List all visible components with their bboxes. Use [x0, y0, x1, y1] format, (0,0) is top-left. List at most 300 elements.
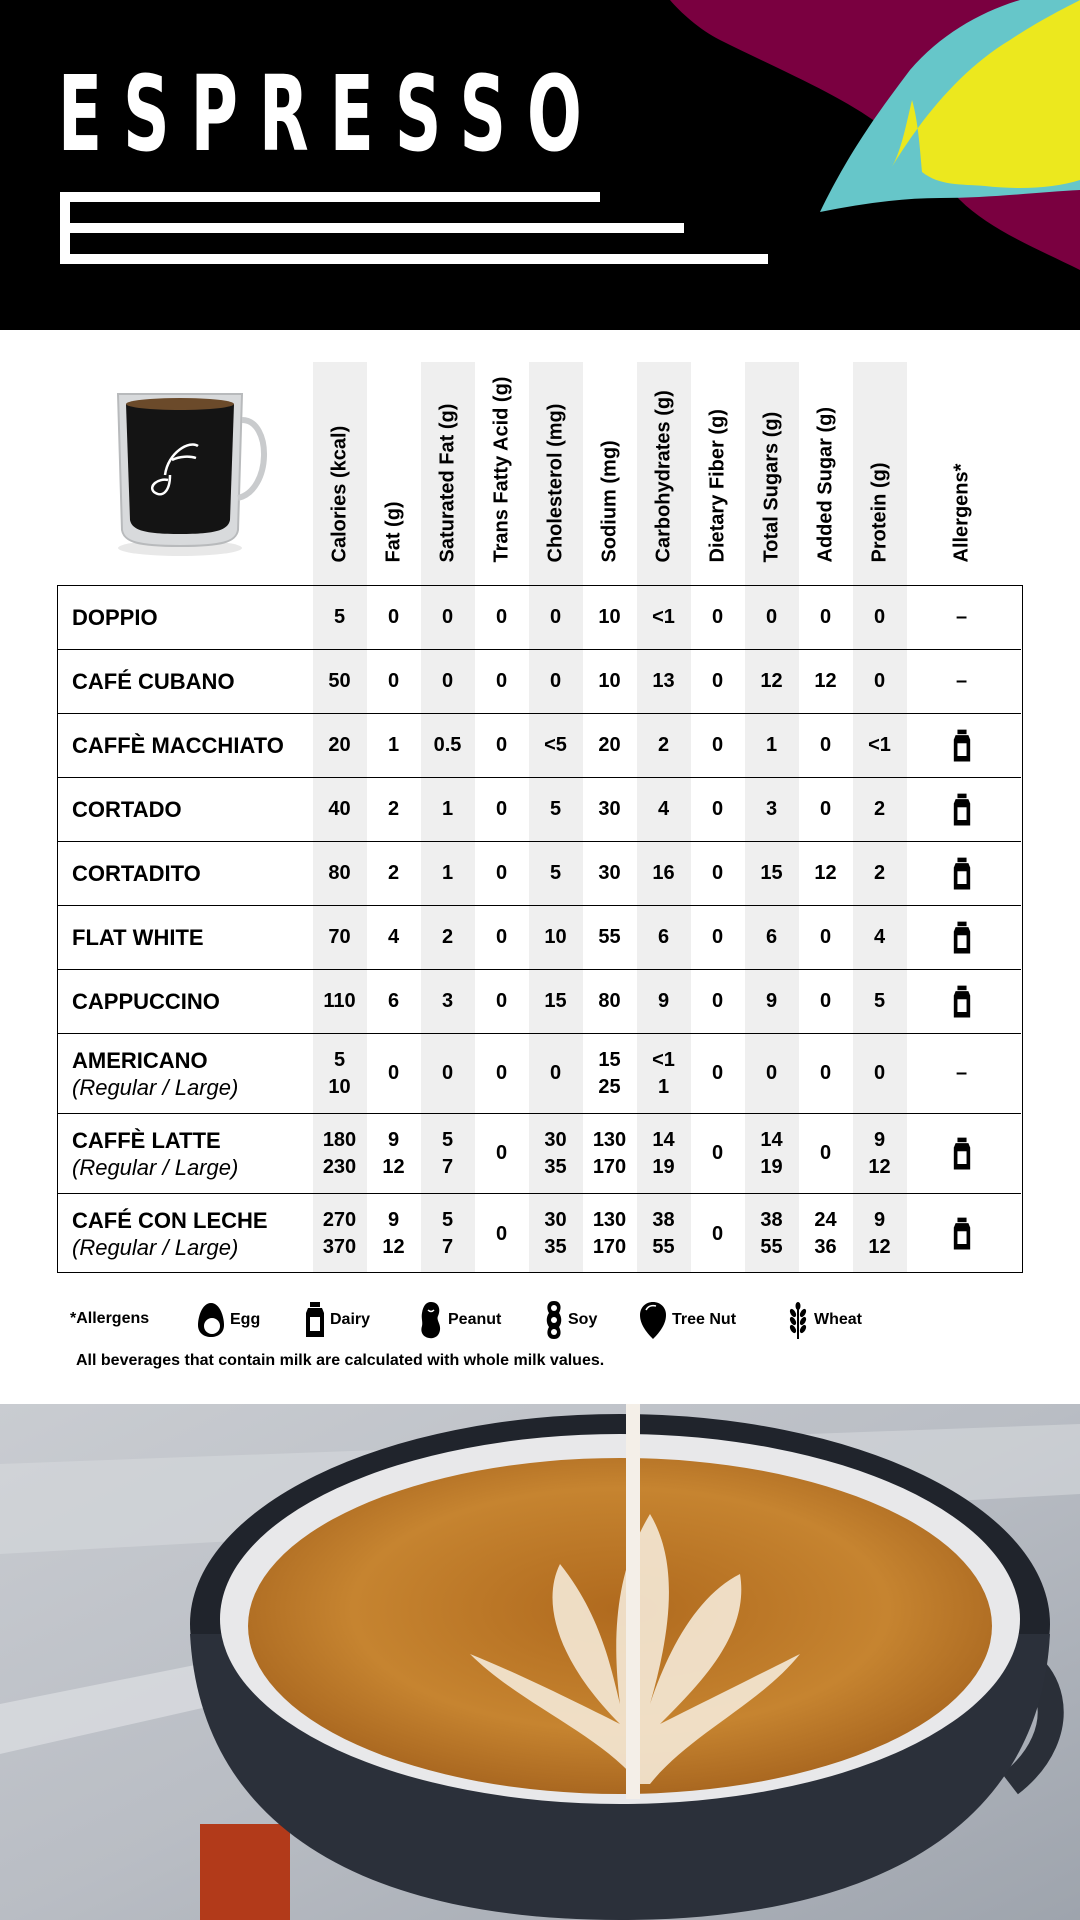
cell-sodium — [583, 1194, 637, 1274]
cell-value: 10 — [598, 670, 621, 692]
cell-protein — [853, 586, 907, 649]
cell-trans-fat — [475, 1034, 529, 1113]
cell-value: 70 — [328, 926, 351, 948]
cell-value: 38 — [652, 1209, 675, 1231]
cell-value: 9 — [873, 1209, 886, 1231]
cell-allergens — [935, 970, 989, 1033]
cell-allergens — [935, 778, 989, 841]
cell-protein — [853, 1114, 907, 1193]
cell-value: 0.5 — [433, 734, 462, 756]
cell-fat — [367, 970, 421, 1033]
table-row — [58, 650, 1021, 714]
cell-value: <1 — [652, 1048, 675, 1071]
cell-fat — [367, 1194, 421, 1274]
cell-value: 0 — [873, 670, 886, 692]
cell-value: 0 — [711, 926, 724, 948]
drink-name-label: CORTADITO — [72, 861, 201, 886]
cell-dietary-fiber — [691, 906, 745, 969]
table-row — [58, 778, 1021, 842]
cell-cholesterol — [529, 842, 583, 905]
cell-trans-fat — [475, 906, 529, 969]
cell-value: 0 — [819, 926, 832, 948]
cell-added-sugar — [799, 714, 853, 777]
column-header-calories: Calories (kcal) — [328, 425, 351, 563]
cell-value: 0 — [819, 1142, 832, 1164]
cell-value: 0 — [873, 606, 886, 628]
cell-total-sugars — [745, 1114, 799, 1193]
cell-value: 30 — [544, 1209, 567, 1231]
column-header-sodium: Sodium (mg) — [598, 440, 621, 563]
legend-item-tree-nut — [638, 1300, 736, 1340]
cell-dietary-fiber — [691, 1194, 745, 1274]
legend-label-peanut: Peanut — [448, 1311, 502, 1328]
peanut-icon — [418, 1300, 444, 1340]
cell-value: 9 — [387, 1128, 400, 1151]
cell-value: 4 — [873, 926, 886, 948]
cell-value: 10 — [598, 606, 621, 628]
dairy-bottle-icon — [952, 1216, 972, 1252]
cell-added-sugar — [799, 1194, 853, 1274]
legend-title: *Allergens — [70, 1310, 150, 1327]
cell-value: 0 — [495, 670, 508, 692]
column-header-total-sugars: Total Sugars (g) — [760, 411, 783, 563]
cell-value-large: 7 — [441, 1155, 454, 1178]
cell-value: 0 — [495, 862, 508, 884]
dairy-bottle-icon — [952, 984, 972, 1020]
cell-saturated-fat — [421, 714, 475, 777]
table-row — [58, 970, 1021, 1034]
cell-value: 30 — [598, 798, 621, 820]
allergen-legend — [70, 1300, 1030, 1340]
cell-value: 6 — [657, 926, 670, 948]
cell-allergens — [935, 906, 989, 969]
cell-value: 14 — [760, 1128, 783, 1151]
cell-sodium — [583, 650, 637, 713]
cell-value-large: 12 — [868, 1236, 891, 1258]
drink-name — [72, 1114, 238, 1193]
cell-saturated-fat — [421, 970, 475, 1033]
cell-value: 5 — [441, 1209, 454, 1231]
cell-fat — [367, 714, 421, 777]
cell-value: 0 — [819, 606, 832, 628]
header-rule-1 — [60, 192, 600, 202]
cell-value: 0 — [495, 606, 508, 628]
cell-saturated-fat — [421, 1114, 475, 1193]
cell-saturated-fat — [421, 906, 475, 969]
cell-value-large: 10 — [328, 1075, 351, 1098]
cell-calories — [313, 1114, 367, 1193]
cell-value: 80 — [328, 862, 351, 884]
cell-saturated-fat — [421, 650, 475, 713]
cell-value: 30 — [598, 862, 621, 884]
cell-dietary-fiber — [691, 778, 745, 841]
cell-value: 15 — [544, 990, 567, 1012]
cell-total-sugars — [745, 842, 799, 905]
cell-value: 110 — [323, 990, 356, 1012]
cell-value-large: 19 — [760, 1155, 783, 1178]
cell-value-large: 35 — [544, 1155, 567, 1178]
cell-value: 2 — [657, 734, 670, 756]
dairy-bottle-icon — [952, 728, 972, 764]
cell-value-large: 170 — [592, 1155, 627, 1178]
cell-value: 2 — [441, 926, 454, 948]
header-rule-3 — [60, 254, 768, 264]
cell-saturated-fat — [421, 1034, 475, 1113]
cell-allergens — [935, 842, 989, 905]
cell-trans-fat — [475, 842, 529, 905]
cell-value: 0 — [711, 1222, 724, 1245]
cell-value: 6 — [387, 990, 400, 1012]
cell-value: 2 — [387, 798, 400, 820]
cell-value: 2 — [873, 862, 886, 884]
cell-saturated-fat — [421, 586, 475, 649]
drink-name-label: CAFÉ CON LECHE — [72, 1208, 268, 1233]
drink-name-label: CAFÉ CUBANO — [72, 669, 235, 694]
cell-value: 14 — [652, 1128, 675, 1151]
nutrition-table — [57, 585, 1023, 1273]
cell-protein — [853, 650, 907, 713]
cell-value: 20 — [598, 734, 621, 756]
cell-sodium — [583, 586, 637, 649]
legend-label-tree-nut: Tree Nut — [672, 1311, 737, 1328]
cell-trans-fat — [475, 970, 529, 1033]
cell-value: 80 — [598, 990, 621, 1012]
drink-name — [72, 650, 235, 713]
table-row — [58, 586, 1021, 650]
table-row — [58, 1194, 1021, 1274]
table-row — [58, 1114, 1021, 1194]
cell-total-sugars — [745, 714, 799, 777]
cell-value: 0 — [765, 1062, 778, 1084]
cell-value: 2 — [873, 798, 886, 820]
cell-value-large: 12 — [382, 1236, 405, 1258]
cell-value: 10 — [544, 926, 567, 948]
drink-name — [72, 778, 182, 841]
table-row — [58, 842, 1021, 906]
latte-art-photo — [0, 1404, 1080, 1920]
cell-value: 0 — [711, 606, 724, 628]
cell-saturated-fat — [421, 778, 475, 841]
cell-value: 0 — [495, 1222, 508, 1245]
cell-protein — [853, 778, 907, 841]
dairy-bottle-icon — [952, 920, 972, 956]
cell-value: 5 — [549, 862, 562, 884]
cell-value: 9 — [873, 1128, 886, 1151]
dairy-bottle-icon — [952, 1136, 972, 1172]
drink-name-label: CAPPUCCINO — [72, 989, 220, 1014]
cell-value: 5 — [873, 990, 886, 1012]
cell-value: 0 — [819, 990, 832, 1012]
drink-name — [72, 586, 158, 649]
cell-allergens — [935, 586, 989, 649]
cell-value: 2 — [387, 862, 400, 884]
cell-added-sugar — [799, 778, 853, 841]
cell-cholesterol — [529, 1034, 583, 1113]
cell-value: 15 — [598, 1048, 621, 1071]
drink-size-note: (Regular / Large) — [72, 1074, 239, 1100]
header-rule-vertical — [60, 192, 70, 264]
cell-value: 9 — [657, 990, 670, 1012]
cell-value: 5 — [333, 606, 346, 628]
cell-value: 0 — [495, 798, 508, 820]
cell-value: 0 — [495, 1142, 508, 1164]
legend-label-soy: Soy — [568, 1311, 598, 1328]
cell-protein — [853, 1194, 907, 1274]
cell-value: 0 — [549, 670, 562, 692]
tree-nut-icon — [638, 1300, 668, 1340]
cell-protein — [853, 1034, 907, 1113]
cell-value: 0 — [387, 670, 400, 692]
table-row — [58, 714, 1021, 778]
cell-total-sugars — [745, 1194, 799, 1274]
cell-calories — [313, 586, 367, 649]
cell-trans-fat — [475, 1194, 529, 1274]
cell-total-sugars — [745, 970, 799, 1033]
legend-item-soy — [544, 1300, 597, 1340]
cell-calories — [313, 778, 367, 841]
cell-value-large: 55 — [652, 1236, 675, 1258]
drink-name — [72, 1034, 238, 1113]
cell-calories — [313, 1194, 367, 1274]
cell-carbohydrates — [637, 1034, 691, 1113]
cell-cholesterol — [529, 1194, 583, 1274]
cell-cholesterol — [529, 586, 583, 649]
cell-cholesterol — [529, 970, 583, 1033]
abstract-shapes-decoration — [660, 0, 1080, 330]
cell-allergens — [935, 650, 989, 713]
dairy-bottle-icon — [952, 792, 972, 828]
cell-trans-fat — [475, 1114, 529, 1193]
cell-value: 130 — [592, 1128, 627, 1151]
cell-value: 5 — [549, 798, 562, 820]
cell-dietary-fiber — [691, 1034, 745, 1113]
cell-value: 0 — [711, 734, 724, 756]
cell-value: <1 — [868, 734, 891, 756]
legend-item-dairy — [304, 1300, 370, 1340]
cell-calories — [313, 650, 367, 713]
cell-value: 5 — [441, 1128, 454, 1151]
cell-carbohydrates — [637, 970, 691, 1033]
cell-dietary-fiber — [691, 1114, 745, 1193]
cell-value: 1 — [441, 862, 454, 884]
cell-value: <5 — [544, 734, 567, 756]
cell-allergens — [935, 1194, 989, 1274]
cell-value: 3 — [765, 798, 778, 820]
cell-total-sugars — [745, 586, 799, 649]
cell-value: 55 — [598, 926, 621, 948]
column-header-protein: Protein (g) — [868, 462, 891, 563]
cell-sodium — [583, 970, 637, 1033]
cell-calories — [313, 714, 367, 777]
cell-value: 20 — [328, 734, 351, 756]
column-header-cholesterol: Cholesterol (mg) — [544, 403, 567, 563]
cell-value: 9 — [765, 990, 778, 1012]
cell-sodium — [583, 1114, 637, 1193]
drink-name-label: DOPPIO — [72, 605, 158, 630]
column-header-allergens: Allergens* — [950, 463, 973, 563]
cell-value: 0 — [549, 606, 562, 628]
cell-value: 0 — [711, 670, 724, 692]
cell-sodium — [583, 842, 637, 905]
cell-value-large: 1 — [657, 1075, 670, 1098]
cell-value-large: 370 — [322, 1236, 357, 1258]
drink-name-label: FLAT WHITE — [72, 925, 204, 950]
cell-value: 12 — [760, 670, 783, 692]
cell-value: 0 — [711, 990, 724, 1012]
drink-name — [72, 714, 284, 777]
whole-milk-note: All beverages that contain milk are calculated with whole milk values. — [76, 1352, 605, 1369]
cell-fat — [367, 1034, 421, 1113]
cell-dietary-fiber — [691, 650, 745, 713]
column-header-saturated-fat: Saturated Fat (g) — [436, 403, 459, 563]
cell-protein — [853, 842, 907, 905]
cell-fat — [367, 650, 421, 713]
cell-allergens — [935, 714, 989, 777]
cell-value: 180 — [322, 1128, 357, 1151]
cell-value: 0 — [549, 1062, 562, 1084]
cell-value: 0 — [819, 1062, 832, 1084]
cell-value: 0 — [765, 606, 778, 628]
legend-item-wheat — [786, 1300, 862, 1340]
drink-name — [72, 1194, 268, 1274]
egg-icon — [196, 1301, 226, 1339]
cell-added-sugar — [799, 1114, 853, 1193]
drink-name-label: CAFFÈ LATTE — [72, 1127, 221, 1153]
cell-calories — [313, 1034, 367, 1113]
cell-dietary-fiber — [691, 970, 745, 1033]
cell-value: 0 — [711, 1142, 724, 1164]
cell-value: 50 — [328, 670, 351, 692]
drink-name-label: CORTADO — [72, 797, 182, 822]
drink-name-label: CAFFÈ MACCHIATO — [72, 733, 284, 758]
cell-fat — [367, 906, 421, 969]
cell-value: 15 — [760, 862, 783, 884]
cell-sodium — [583, 778, 637, 841]
cell-carbohydrates — [637, 714, 691, 777]
cell-value: 0 — [819, 734, 832, 756]
column-header-dietary-fiber: Dietary Fiber (g) — [706, 409, 729, 563]
header-rule-2 — [60, 223, 684, 233]
cell-value: 40 — [328, 798, 351, 820]
cell-carbohydrates — [637, 1194, 691, 1274]
cell-value: 30 — [544, 1128, 567, 1151]
cell-value-large: 55 — [760, 1236, 783, 1258]
cell-protein — [853, 970, 907, 1033]
cell-dietary-fiber — [691, 714, 745, 777]
cell-carbohydrates — [637, 778, 691, 841]
cell-value: 270 — [322, 1209, 357, 1231]
legend-item-peanut — [418, 1300, 501, 1340]
espresso-mug-image — [110, 380, 280, 560]
cell-value-large: 35 — [544, 1236, 567, 1258]
cell-value: 0 — [495, 1062, 508, 1084]
legend-label-wheat: Wheat — [814, 1311, 862, 1328]
dairy-bottle-icon — [304, 1301, 326, 1339]
cell-value: 0 — [495, 990, 508, 1012]
cell-value: 6 — [765, 926, 778, 948]
cell-value-large: 12 — [868, 1155, 891, 1178]
cell-sodium — [583, 714, 637, 777]
cell-trans-fat — [475, 650, 529, 713]
cell-calories — [313, 970, 367, 1033]
cell-allergens — [935, 1114, 989, 1193]
cell-value-large: 36 — [814, 1236, 837, 1258]
drink-name-label: AMERICANO — [72, 1047, 208, 1073]
no-allergen-dash: – — [955, 606, 968, 628]
no-allergen-dash: – — [955, 670, 968, 692]
cell-value: 1 — [765, 734, 778, 756]
drink-size-note: (Regular / Large) — [72, 1235, 239, 1260]
cell-value: 9 — [387, 1209, 400, 1231]
dairy-bottle-icon — [952, 856, 972, 892]
cell-value: 130 — [592, 1209, 627, 1231]
no-allergen-dash: – — [955, 1062, 968, 1084]
column-header-carbohydrates: Carbohydrates (g) — [652, 390, 675, 563]
cell-value: 4 — [657, 798, 670, 820]
cell-value: 1 — [441, 798, 454, 820]
cell-carbohydrates — [637, 1114, 691, 1193]
cell-value: 12 — [814, 862, 837, 884]
cell-carbohydrates — [637, 906, 691, 969]
cell-cholesterol — [529, 1114, 583, 1193]
cell-cholesterol — [529, 778, 583, 841]
cell-added-sugar — [799, 1034, 853, 1113]
drink-name — [72, 906, 204, 969]
cell-cholesterol — [529, 906, 583, 969]
cell-value: 0 — [387, 1062, 400, 1084]
cell-protein — [853, 906, 907, 969]
soy-icon — [544, 1300, 564, 1340]
cell-value: 0 — [441, 606, 454, 628]
cell-allergens — [935, 1034, 989, 1113]
drink-name — [72, 842, 201, 905]
cell-fat — [367, 778, 421, 841]
cell-value-large: 25 — [598, 1075, 621, 1098]
cell-carbohydrates — [637, 586, 691, 649]
cell-value: 13 — [652, 670, 675, 692]
cell-added-sugar — [799, 906, 853, 969]
cell-cholesterol — [529, 714, 583, 777]
cell-added-sugar — [799, 842, 853, 905]
cell-cholesterol — [529, 650, 583, 713]
drink-name — [72, 970, 220, 1033]
cell-value: 0 — [711, 798, 724, 820]
cell-carbohydrates — [637, 842, 691, 905]
cell-saturated-fat — [421, 1194, 475, 1274]
column-header-added-sugar: Added Sugar (g) — [814, 406, 837, 563]
cell-value-large: 12 — [382, 1155, 405, 1178]
cell-trans-fat — [475, 714, 529, 777]
cell-calories — [313, 842, 367, 905]
cell-added-sugar — [799, 586, 853, 649]
cell-total-sugars — [745, 778, 799, 841]
cell-value: 12 — [814, 670, 837, 692]
page-title: ESPRESSO — [58, 53, 603, 175]
cell-dietary-fiber — [691, 842, 745, 905]
cell-value: <1 — [652, 606, 675, 628]
cell-value: 0 — [495, 926, 508, 948]
cell-trans-fat — [475, 586, 529, 649]
cell-value-large: 230 — [322, 1155, 357, 1178]
cell-value: 38 — [760, 1209, 783, 1231]
cell-trans-fat — [475, 778, 529, 841]
cell-value: 24 — [814, 1209, 837, 1231]
cell-total-sugars — [745, 1034, 799, 1113]
cell-calories — [313, 906, 367, 969]
column-header-fat: Fat (g) — [382, 501, 405, 563]
drink-size-note: (Regular / Large) — [72, 1154, 239, 1180]
cell-value: 0 — [495, 734, 508, 756]
